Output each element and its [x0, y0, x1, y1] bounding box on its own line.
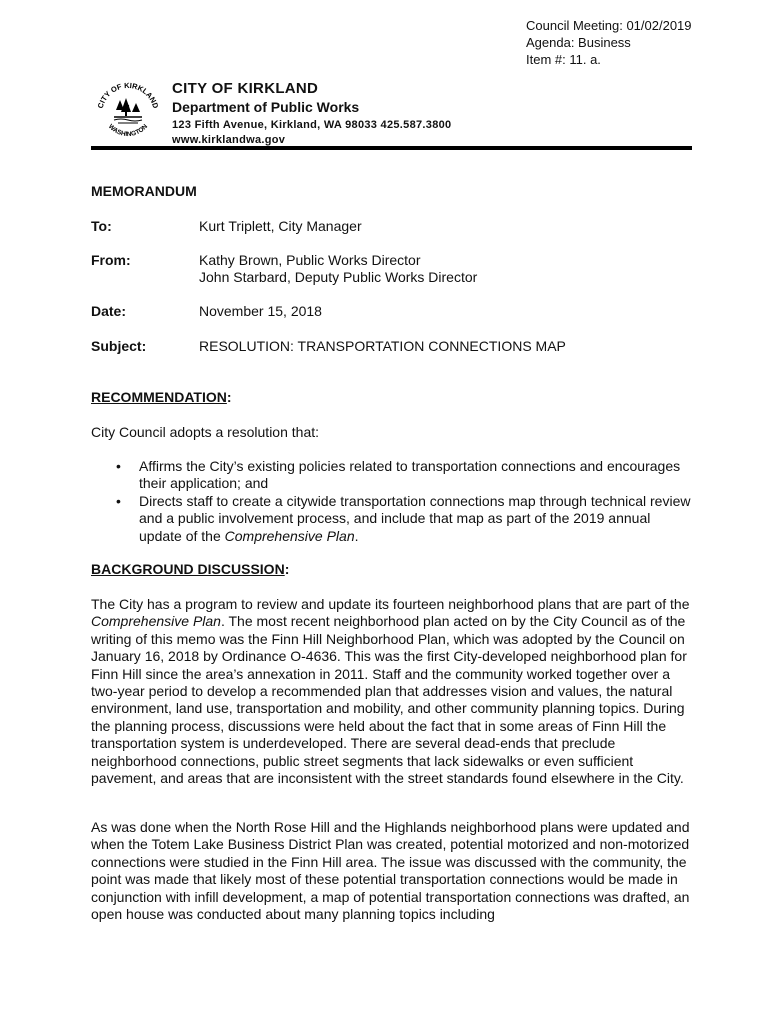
meeting-date: Council Meeting: 01/02/2019 — [526, 18, 692, 33]
svg-text:WASHINGTON: WASHINGTON — [106, 123, 150, 139]
from-value-2: John Starbard, Deputy Public Works Director — [199, 269, 478, 285]
meeting-agenda: Agenda: Business — [526, 35, 631, 50]
list-item: • Affirms the City’s existing policies related to transportation connections and encourages their application; and — [116, 458, 681, 492]
list-item: • Directs staff to create a citywide transportation connections map through technical review and a public involvement process, and include that map as part of the 2019 annual update of the Comprehensive Plan. — [116, 492, 691, 544]
header-divider — [91, 146, 692, 150]
background-paragraph-2: As was done when the North Rose Hill and the Highlands neighborhood plans were updated and when the Totem Lake Business District Plan was created, potential motorized and non-motorized connections were studied in the Finn Hill area. The issue was discussed with the community, the point was made that likely most of these potential transportation connections would be made in conjunction with infill development, a map of potential transportation connections was drafted, an open house was conducted about many planning topics including — [91, 819, 690, 923]
recommendation-heading: RECOMMENDATION: — [91, 389, 232, 405]
to-label: To: — [91, 218, 112, 234]
background-heading: BACKGROUND DISCUSSION: — [91, 561, 290, 577]
website: www.kirklandwa.gov — [172, 134, 286, 146]
date-value: November 15, 2018 — [199, 303, 322, 319]
from-value-1: Kathy Brown, Public Works Director — [199, 252, 421, 268]
subject-value: RESOLUTION: TRANSPORTATION CONNECTIONS MAP — [199, 338, 566, 354]
date-label: Date: — [91, 303, 127, 319]
meeting-info — [526, 17, 692, 68]
letterhead — [172, 80, 451, 148]
meeting-item: Item #: 11. a. — [526, 52, 601, 67]
address: 123 Fifth Avenue, Kirkland, WA 98033 425.587.3800 — [172, 119, 452, 131]
city-name: CITY OF KIRKLAND — [172, 80, 319, 97]
city-seal-logo — [92, 76, 164, 148]
svg-text:CITY OF KIRKLAND: CITY OF KIRKLAND — [95, 80, 161, 110]
recommendation-intro: City Council adopts a resolution that: — [91, 424, 320, 440]
background-paragraph-1: The City has a program to review and update its fourteen neighborhood plans that are part of the Comprehensive Plan. The most recent neighborhood plan acted on by the City Council as of the writing of this memo was the Finn Hill Neighborhood Plan, which was adopted by the Council on January 16, 2018 by Ordinance O-4636. This was the first City-developed neighborhood plan for Finn Hill since the area’s annexation in 2011. Staff and the community worked together over a two-year period to develop a recommended plan that addresses vision and values, the natural environment, land use, transportation and mobility, and other community planning topics. During the planning process, discussions were held about the fact that in some areas of Finn Hill the transportation system is underdeveloped. There are several dead-ends that preclude neighborhood connections, public street segments that lack sidewalks or even sufficient pavement, and areas that are inconsistent with the street standards found elsewhere in the City. — [91, 596, 690, 787]
recommendation-list — [112, 458, 692, 545]
from-label: From: — [91, 252, 131, 268]
department-name: Department of Public Works — [172, 99, 360, 115]
memo-title: MEMORANDUM — [91, 183, 197, 199]
subject-label: Subject: — [91, 338, 147, 354]
to-value: Kurt Triplett, City Manager — [199, 218, 362, 234]
